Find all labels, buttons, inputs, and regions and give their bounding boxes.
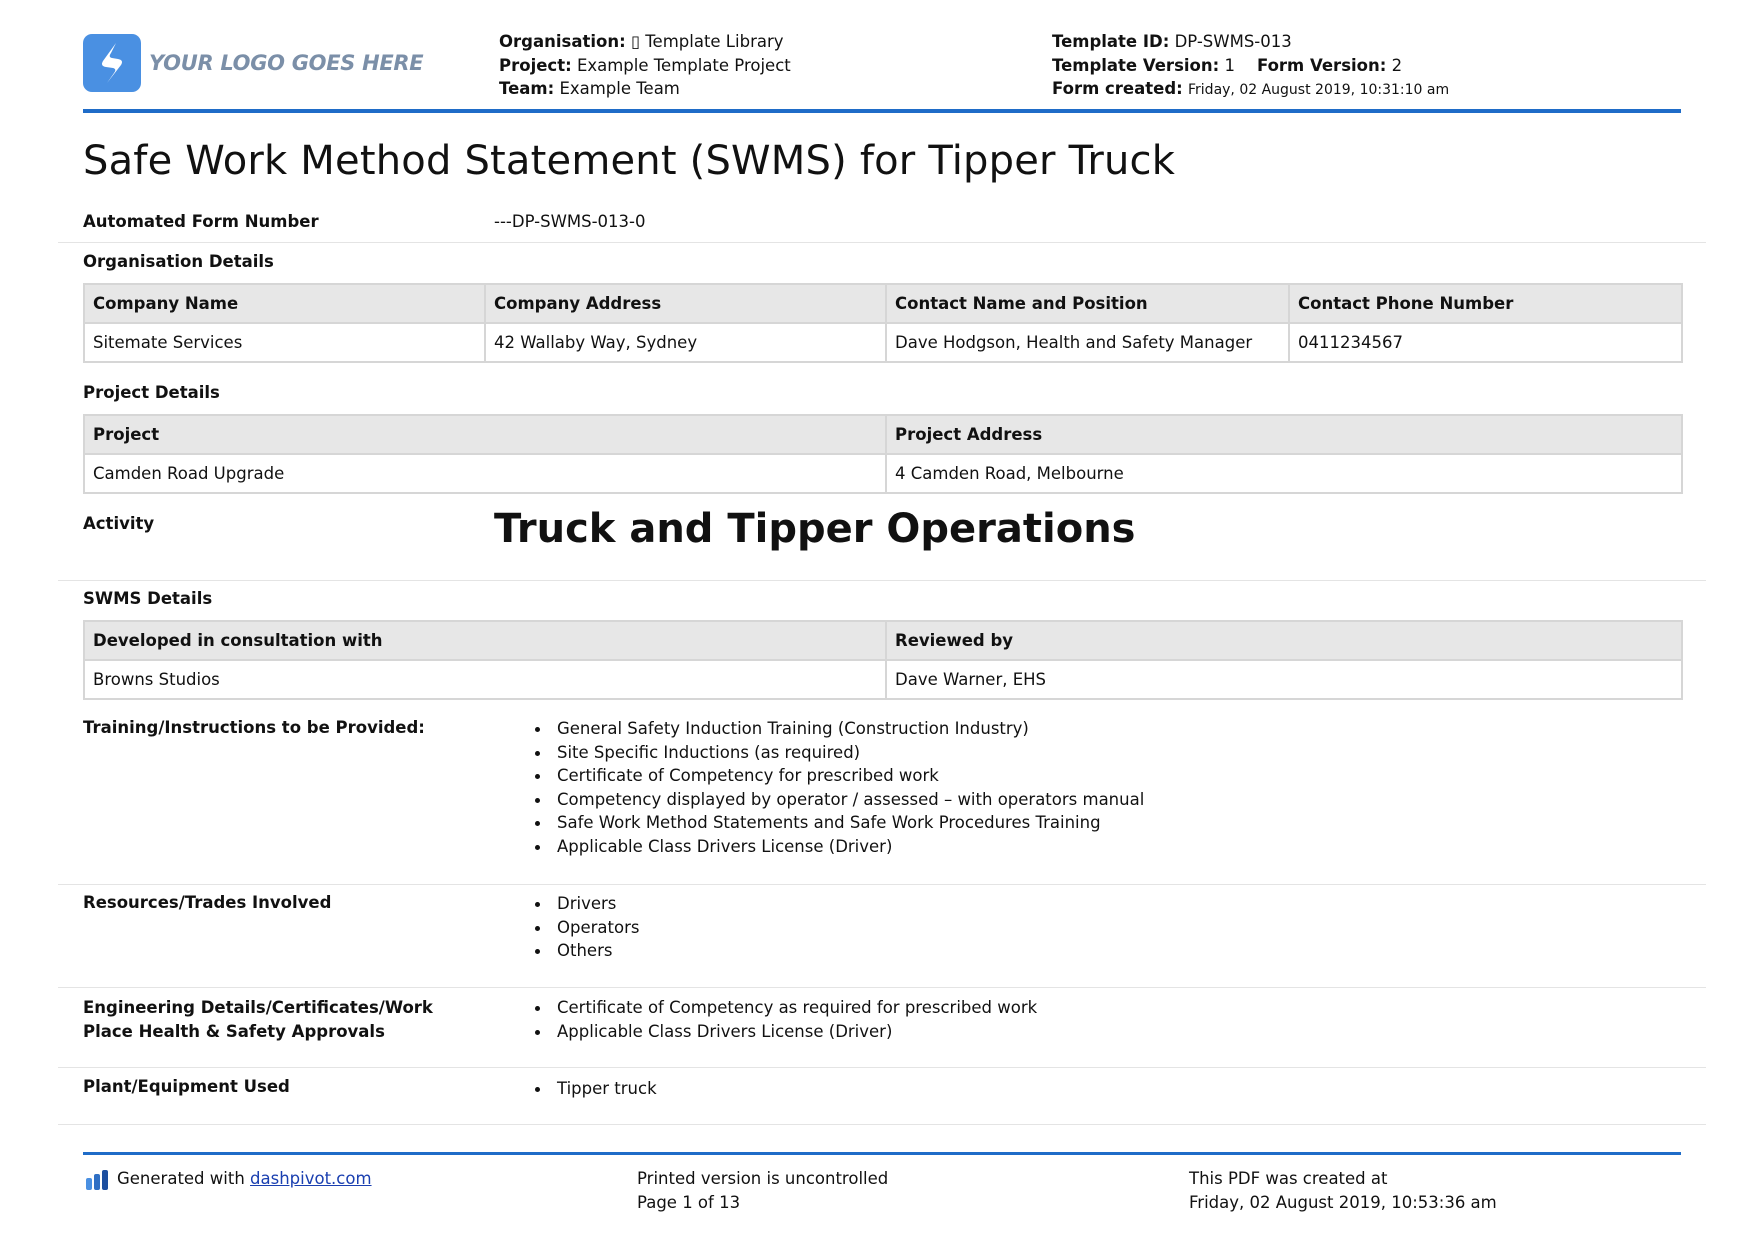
- template-version-label: Template Version:: [1052, 55, 1220, 75]
- column-header: Contact Name and Position: [886, 284, 1289, 323]
- engineering-list: [535, 996, 1037, 1043]
- table-row: [84, 454, 1682, 493]
- activity-label: Activity: [83, 514, 155, 533]
- list-item: Operators: [535, 916, 639, 940]
- footer-created: [1189, 1167, 1497, 1215]
- list-item: Competency displayed by operator / assessed – with operators manual: [535, 788, 1144, 812]
- table-cell: Sitemate Services: [84, 323, 485, 362]
- list-item: Tipper truck: [535, 1077, 657, 1101]
- section-divider: [58, 242, 1706, 243]
- form-number-label: Automated Form Number: [83, 212, 319, 231]
- section-divider: [58, 987, 1706, 988]
- list-item: Drivers: [535, 892, 639, 916]
- table-cell: Camden Road Upgrade: [84, 454, 886, 493]
- organisation-label: Organisation:: [499, 32, 626, 51]
- logo-mark-icon: [83, 34, 141, 92]
- list-item: Site Specific Inductions (as required): [535, 741, 1144, 765]
- template-id-value: DP-SWMS-013: [1174, 32, 1292, 51]
- team-value: Example Team: [559, 79, 680, 98]
- section-divider: [58, 1067, 1706, 1068]
- table-cell: Browns Studios: [84, 660, 886, 699]
- column-header: Company Address: [485, 284, 886, 323]
- page-number: Page 1 of 13: [637, 1193, 741, 1212]
- table-row: [84, 323, 1682, 362]
- table-header-row: [84, 284, 1682, 323]
- plant-label: Plant/Equipment Used: [83, 1077, 290, 1096]
- generated-prefix: Generated with: [117, 1169, 251, 1188]
- list-item: Certificate of Competency for prescribed work: [535, 764, 1144, 788]
- logo-text: YOUR LOGO GOES HERE: [149, 51, 424, 75]
- dashpivot-link[interactable]: dashpivot.com: [250, 1169, 372, 1188]
- column-header: Project: [84, 415, 886, 454]
- page-title: Safe Work Method Statement (SWMS) for Tipper Truck: [83, 138, 1176, 184]
- form-created-value: Friday, 02 August 2019, 10:31:10 am: [1188, 82, 1450, 98]
- list-item: Certificate of Competency as required for prescribed work: [535, 996, 1037, 1020]
- column-header: Developed in consultation with: [84, 621, 886, 660]
- header-divider: [83, 109, 1681, 113]
- project-details-heading: Project Details: [83, 383, 220, 402]
- list-item: General Safety Induction Training (Construction Industry): [535, 717, 1144, 741]
- table-header-row: [84, 621, 1682, 660]
- footer-printed: [637, 1167, 888, 1215]
- dashpivot-logo-icon: [86, 1170, 110, 1190]
- training-label: Training/Instructions to be Provided:: [83, 718, 425, 737]
- swms-details-heading: SWMS Details: [83, 589, 213, 608]
- footer-generated: [117, 1167, 372, 1191]
- table-cell: Dave Hodgson, Health and Safety Manager: [886, 323, 1289, 362]
- table-cell: 42 Wallaby Way, Sydney: [485, 323, 886, 362]
- project-label: Project:: [499, 55, 572, 75]
- activity-value: Truck and Tipper Operations: [494, 506, 1136, 552]
- table-header-row: [84, 415, 1682, 454]
- header-meta-right: [1052, 30, 1449, 103]
- team-label: Team:: [499, 79, 555, 98]
- swms-details-table: [83, 620, 1683, 700]
- list-item: Others: [535, 939, 639, 963]
- resources-label: Resources/Trades Involved: [83, 893, 332, 912]
- section-divider: [58, 580, 1706, 581]
- list-item: Applicable Class Drivers License (Driver): [535, 1020, 1037, 1044]
- column-header: Project Address: [886, 415, 1682, 454]
- training-list: [535, 717, 1144, 859]
- form-number-value: ---DP-SWMS-013-0: [494, 212, 646, 231]
- table-cell: 4 Camden Road, Melbourne: [886, 454, 1682, 493]
- project-details-table: [83, 414, 1683, 494]
- organisation-details-table: [83, 283, 1683, 363]
- section-divider: [58, 1124, 1706, 1125]
- column-header: Reviewed by: [886, 621, 1682, 660]
- pdf-created-timestamp: Friday, 02 August 2019, 10:53:36 am: [1189, 1193, 1497, 1212]
- resources-list: [535, 892, 639, 963]
- engineering-label-line: Place Health & Safety Approvals: [83, 1022, 385, 1041]
- table-row: [84, 660, 1682, 699]
- column-header: Contact Phone Number: [1289, 284, 1682, 323]
- header-meta-left: [499, 30, 791, 101]
- engineering-label: [83, 996, 433, 1044]
- column-header: Company Name: [84, 284, 485, 323]
- form-created-label: Form created:: [1052, 79, 1183, 98]
- form-version-label: Form Version:: [1256, 55, 1387, 75]
- pdf-created-label: This PDF was created at: [1189, 1169, 1388, 1188]
- engineering-label-line: Engineering Details/Certificates/Work: [83, 998, 433, 1017]
- company-logo: [83, 34, 423, 92]
- table-cell: Dave Warner, EHS: [886, 660, 1682, 699]
- list-item: Applicable Class Drivers License (Driver): [535, 835, 1144, 859]
- project-value: Example Template Project: [576, 55, 791, 75]
- section-divider: [58, 884, 1706, 885]
- plant-list: [535, 1077, 657, 1101]
- footer-divider: [83, 1152, 1681, 1155]
- table-cell: 0411234567: [1289, 323, 1682, 362]
- list-item: Safe Work Method Statements and Safe Work Procedures Training: [535, 811, 1144, 835]
- template-id-label: Template ID:: [1052, 32, 1170, 51]
- form-version-value: 2: [1391, 55, 1403, 75]
- organisation-value: ▯ Template Library: [630, 32, 784, 51]
- template-version-value: 1: [1224, 55, 1235, 75]
- organisation-details-heading: Organisation Details: [83, 252, 274, 271]
- uncontrolled-note: Printed version is uncontrolled: [637, 1169, 889, 1188]
